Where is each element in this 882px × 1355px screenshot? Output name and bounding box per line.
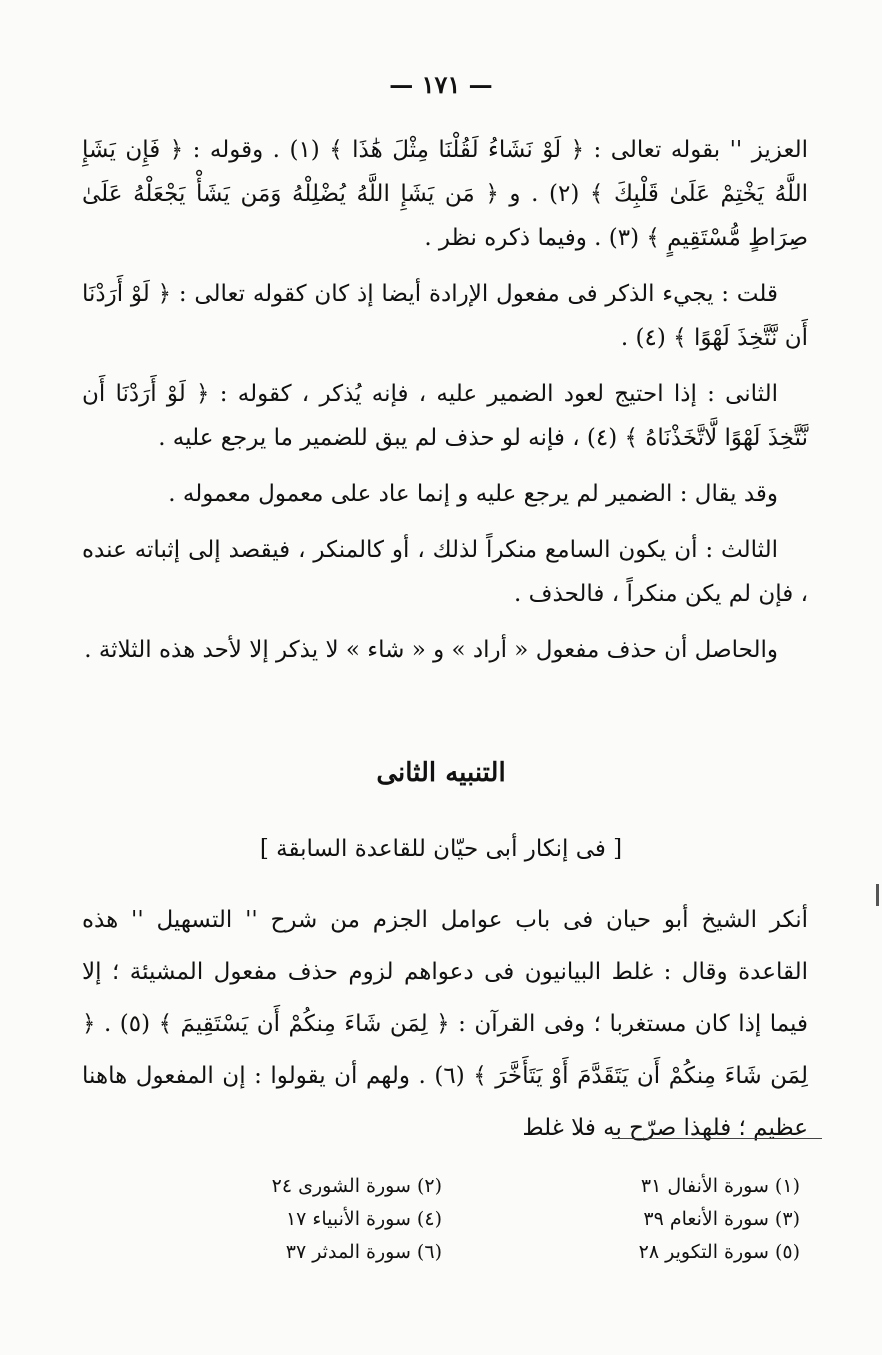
footnote-5: (٥) سورة التكوير ٢٨ [638,1241,800,1263]
footnote-6: (٦) سورة المدثر ٣٧ [285,1241,442,1263]
footnote-4: (٤) سورة الأنبياء ١٧ [285,1208,442,1230]
section-paragraph: أنكر الشيخ أبو حيان فى باب عوامل الجزم من شرح '' التسهيل '' هذه القاعدة وقال : غلط البيانيون فى دعواهم لزوم حذف مفعول المشيئة ؛ إلا فيما إذا كان مستغربا ؛ وفى القرآن : ﴿ لِمَن شَاءَ مِنكُمْ أَن يَسْتَقِيمَ ﴾ (٥) . ﴿ لِمَن شَاءَ مِنكُمْ أَن يَتَقَدَّمَ أَوْ يَتَأَخَّرَ ﴾ (٦) . ولهم أن يقولوا : إن المفعول هاهنا عظيم ؛ فلهذا صرّح به فلا غلط [82,907,808,1141]
section-text [82,894,808,1154]
scan-edge-mark [876,884,879,906]
paragraph-4: وقد يقال : الضمير لم يرجع عليه و إنما عاد على معمول معموله . [168,481,778,507]
footnote-3: (٣) سورة الأنعام ٣٩ [643,1208,800,1230]
paragraph-6: والحاصل أن حذف مفعول « أراد » و « شاء » لا يذكر إلا لأحد هذه الثلاثة . [84,637,778,663]
footnote-divider [612,1138,822,1139]
footnote-1: (١) سورة الأنفال ٣١ [640,1175,800,1197]
footnotes-left-column [192,1170,442,1269]
paragraph-2: قلت : يجيء الذكر فى مفعول الإرادة أيضا إذ كان كقوله تعالى : ﴿ لَوْ أَرَدْنَا أَن نَّتَّخِذَ لَهْوًا ﴾ (٤) . [82,281,808,351]
paragraph-3: الثانى : إذا احتيج لعود الضمير عليه ، فإنه يُذكر ، كقوله : ﴿ لَوْ أَرَدْنَا أَن نَّتَّخِذَ لَهْوًا لَّاتَّخَذْنَاهُ ﴾ (٤) ، فإنه لو حذف لم يبق للضمير ما يرجع عليه . [82,381,808,451]
footnote-2: (٢) سورة الشورى ٢٤ [271,1175,442,1197]
section-subheading: [ فى إنكار أبى حيّان للقاعدة السابقة ] [259,836,623,862]
page-number: — ١٧١ — [389,70,493,99]
section-heading: التنبيه الثانى [376,758,506,788]
paragraph-1: العزيز '' بقوله تعالى : ﴿ لَوْ نَشَاءُ لَقُلْنَا مِثْلَ هَٰذَا ﴾ (١) . وقوله : ﴿ فَإِن يَشَإِ اللَّهُ يَخْتِمْ عَلَىٰ قَلْبِكَ ﴾ (٢) . و ﴿ مَن يَشَإِ اللَّهُ يُضْلِلْهُ وَمَن يَشَأْ يَجْعَلْهُ عَلَىٰ صِرَاطٍ مُّسْتَقِيمٍ ﴾ (٣) . وفيما ذكره نظر . [82,137,808,251]
footnotes-right-column [550,1170,800,1269]
body-text [82,128,808,672]
paragraph-5: الثالث : أن يكون السامع منكراً لذلك ، أو كالمنكر ، فيقصد إلى إثباته عنده ، فإن لم يكن منكراً ، فالحذف . [82,537,808,607]
